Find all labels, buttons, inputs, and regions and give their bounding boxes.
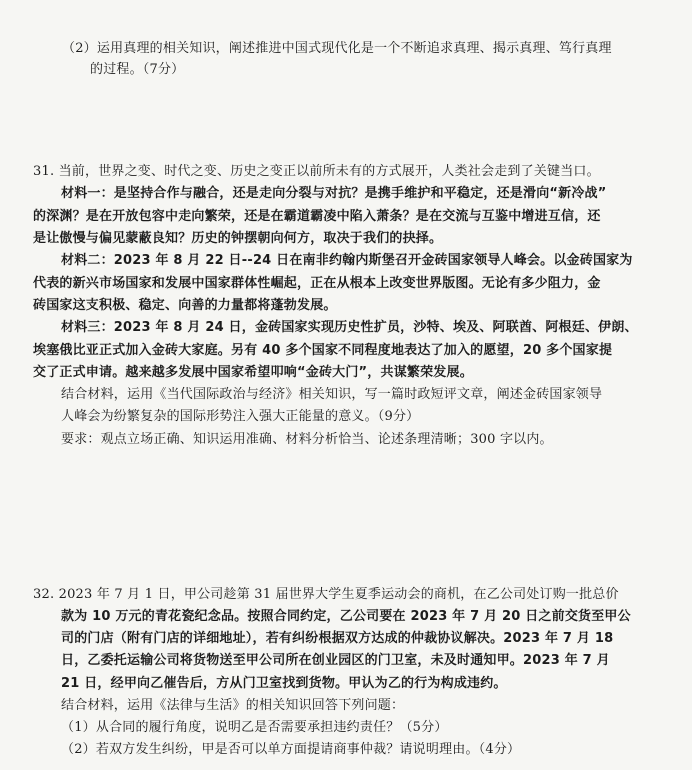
q31-stem: 31. 当前，世界之变、时代之变、历史之变正以前所未有的方式展开，人类社会走到了关键当口。 — [33, 164, 600, 179]
q32-subquestion-2: （2）若双方发生纠纷，甲是否可以单方面提请商事仲裁？请说明理由。（4分） — [61, 742, 521, 757]
q31-requirement: 要求：观点立场正确、知识运用准确、材料分析恰当、论述条理清晰；300 字以内。 — [61, 432, 553, 447]
q32-stem-line-2: 款为 10 万元的青花瓷纪念品。按照合同约定，乙公司要在 2023 年 7 月 20 日之前交货至甲公 — [61, 609, 631, 624]
q31-material3-line-2: 埃塞俄比亚正式加入金砖大家庭。另有 40 多个国家不同程度地表达了加入的愿望，20 多个国家提 — [33, 343, 613, 358]
q31-task-line-2: 人峰会为纷繁复杂的国际形势注入强大正能量的意义。（9分） — [61, 409, 420, 424]
q32-stem-line-1: 32. 2023 年 7 月 1 日，甲公司趁第 31 届世界大学生夏季运动会的商机，在乙公司处订购一批总价 — [33, 587, 619, 602]
q31-material3-line-3: 交了正式申请。越来越多发展中国家希望叩响“金砖大门”，共谋繁荣发展。 — [33, 365, 473, 380]
q32-stem-line-5: 21 日，经甲向乙催告后，方从门卫室找到货物。甲认为乙的行为构成违约。 — [61, 676, 507, 691]
q31-task-line-1: 结合材料，运用《当代国际政治与经济》相关知识，写一篇时政短评文章，阐述金砖国家领导 — [61, 387, 603, 402]
q31-material3-line-1: 材料三：2023 年 8 月 24 日，金砖国家实现历史性扩员，沙特、埃及、阿联酋、阿根廷、伊朗、 — [61, 320, 638, 335]
q31-material2-line-1: 材料二：2023 年 8 月 22 日--24 日在南非约翰内斯堡召开金砖国家领导人峰会。以金砖国家为 — [61, 253, 633, 268]
q32-stem-line-4: 日，乙委托运输公司将货物送至甲公司所在创业园区的门卫室，未及时通知甲。2023 年 7 月 — [61, 653, 610, 668]
q30-part2-line-1: （2）运用真理的相关知识，阐述推进中国式现代化是一个不断追求真理、揭示真理、笃行真理 — [62, 41, 612, 56]
q32-stem-line-3: 司的门店（附有门店的详细地址），若有纠纷根据双方达成的仲裁协议解决。2023 年 7 月 18 — [61, 631, 614, 646]
q31-material2-line-3: 砖国家这支积极、稳定、向善的力量都将蓬勃发展。 — [33, 298, 337, 313]
q31-material1-line-3: 是让傲慢与偏见蒙蔽良知？历史的钟摆朝向何方，取决于我们的抉择。 — [33, 231, 443, 246]
q31-material1-line-2: 的深渊？是在开放包容中走向繁荣，还是在霸道霸凌中陷入萧条？是在交流与互鉴中增进互信，还 — [33, 209, 601, 224]
q32-subquestion-1: （1）从合同的履行角度，说明乙是否需要承担违约责任？（5分） — [61, 720, 448, 735]
q30-part2-line-2: 的过程。（7分） — [90, 62, 185, 77]
q32-task: 结合材料，运用《法律与生活》的相关知识回答下列问题： — [61, 698, 405, 713]
q31-material1-line-1: 材料一：是坚持合作与融合，还是走向分裂与对抗？是携手维护和平稳定，还是滑向“新冷战” — [61, 186, 607, 201]
q31-material2-line-2: 代表的新兴市场国家和发展中国家群体性崛起，正在从根本上改变世界版图。无论有多少阻力，金 — [33, 276, 601, 291]
